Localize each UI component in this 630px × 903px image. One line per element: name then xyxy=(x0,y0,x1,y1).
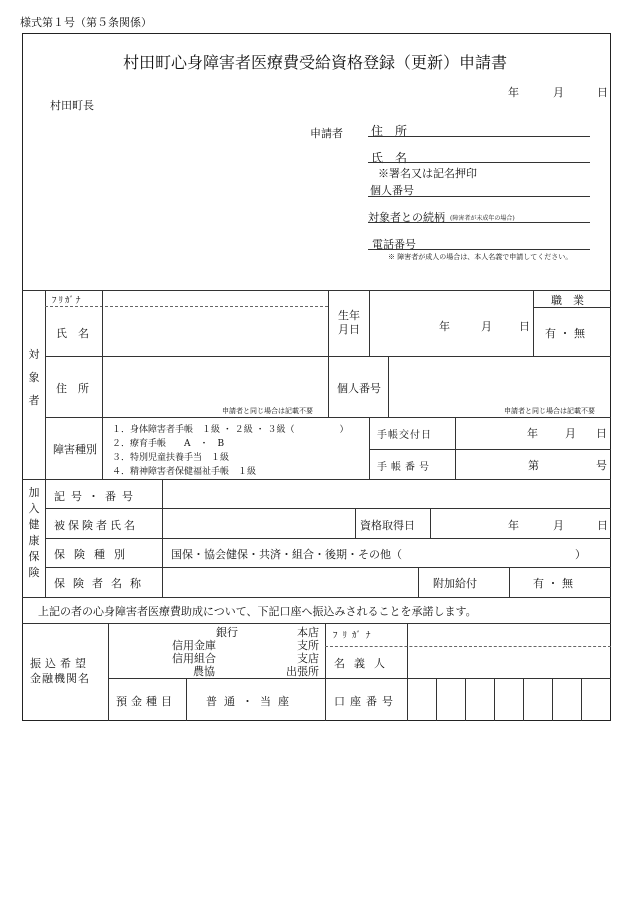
branch-office[interactable]: 出張所 xyxy=(286,665,319,678)
qual-month: 月 xyxy=(553,519,564,532)
applicant-address-label: 住 所 xyxy=(371,124,408,138)
form-number: 様式第１号（第５条関係） xyxy=(20,16,152,29)
birth-day: 日 xyxy=(519,320,530,333)
handbook-number-label: 手帳番号 xyxy=(377,462,433,473)
applicant-name-line[interactable] xyxy=(368,162,590,163)
addressee: 村田町長 xyxy=(50,99,94,112)
qual-year: 年 xyxy=(508,519,519,532)
deposit-type-options[interactable]: 普通・当座 xyxy=(206,695,296,708)
relationship-label: 対象者との続柄 xyxy=(368,211,445,224)
branch-shiten[interactable]: 支店 xyxy=(297,652,319,665)
relationship-line[interactable] xyxy=(368,222,590,223)
issue-date-label: 手帳交付日 xyxy=(377,430,432,441)
applicant-name-label: 氏 名 xyxy=(371,151,408,165)
birth-label: 生年月日 xyxy=(338,309,360,336)
bank-section-label-1: 振込希望 xyxy=(30,657,90,670)
additional-benefit-options[interactable]: 有 ・ 無 xyxy=(533,577,573,590)
target-furigana-label: ﾌﾘｶﾞﾅ xyxy=(52,296,83,306)
adult-note: ※ 障害者が成人の場合は、本人名義で申請してください。 xyxy=(388,253,573,261)
issue-month: 月 xyxy=(565,427,576,440)
form-title: 村田町心身障害者医療費受給資格登録（更新）申請書 xyxy=(122,53,507,72)
target-id-label: 個人番号 xyxy=(337,382,381,395)
issue-year: 年 xyxy=(527,427,538,440)
insurance-section-label: 加入健康保険 xyxy=(28,486,40,579)
additional-benefit-label: 附加給付 xyxy=(433,577,477,590)
disability-item-4[interactable]: ４．精神障害者保健福祉手帳 １級 xyxy=(112,467,257,477)
seal-note: ※署名又は記名押印 xyxy=(378,167,477,180)
deposit-type-label: 預金種目 xyxy=(116,695,176,708)
target-section-label: 対象者 xyxy=(28,348,40,407)
relationship-note: (障害者が未成年の場合) xyxy=(450,215,515,222)
disability-item-2[interactable]: ２．療育手帳 A ・ B xyxy=(112,439,225,449)
applicant-address-line[interactable] xyxy=(368,136,590,137)
date-year: 年 xyxy=(508,86,519,99)
number-prefix: 第 xyxy=(528,459,539,472)
symbol-number-label: 記号・番号 xyxy=(54,490,139,503)
occupation-label: 職 業 xyxy=(551,294,584,307)
branch-shisho[interactable]: 支所 xyxy=(297,639,319,652)
issue-day: 日 xyxy=(596,427,607,440)
insurance-type-label: 保険種別 xyxy=(54,548,134,561)
holder-furigana-label: ﾌﾘｶﾞﾅ xyxy=(333,631,376,641)
qual-day: 日 xyxy=(597,519,608,532)
bank-section-label-2: 金融機関名 xyxy=(30,672,90,685)
birth-year: 年 xyxy=(439,320,450,333)
occupation-options[interactable]: 有 ・ 無 xyxy=(545,327,585,340)
target-address-label: 住 所 xyxy=(56,382,89,395)
branch-main[interactable]: 本店 xyxy=(297,626,319,639)
bank-type-shinkin[interactable]: 信用金庫 xyxy=(172,639,216,652)
phone-line[interactable] xyxy=(368,249,590,250)
birth-month: 月 xyxy=(481,320,492,333)
insurer-name-label: 保険者名称 xyxy=(54,577,149,590)
bank-type-bank[interactable]: 銀行 xyxy=(216,626,238,639)
qualification-date-label: 資格取得日 xyxy=(360,519,415,532)
holder-label: 名義人 xyxy=(334,657,394,670)
insurance-type-close: ） xyxy=(575,548,586,561)
address-same-note: 申請者と同じ場合は記載不要 xyxy=(222,407,313,415)
applicant-id-line[interactable] xyxy=(368,196,590,197)
applicant-id-label: 個人番号 xyxy=(370,184,414,197)
disability-item-3[interactable]: ３．特別児童扶養手当 １級 xyxy=(112,453,230,463)
target-name-label: 氏 名 xyxy=(56,327,89,340)
number-suffix: 号 xyxy=(596,459,607,472)
applicant-label: 申請者 xyxy=(310,127,343,140)
id-same-note: 申請者と同じ場合は記載不要 xyxy=(504,407,595,415)
date-day: 日 xyxy=(597,86,608,99)
bank-type-nokyo[interactable]: 農協 xyxy=(193,665,215,678)
insured-name-label: 被保険者氏名 xyxy=(54,519,138,532)
date-month: 月 xyxy=(553,86,564,99)
phone-label: 電話番号 xyxy=(372,238,416,251)
consent-statement: 上記の者の心身障害者医療費助成について、下記口座へ振込みされることを承諾します。 xyxy=(38,605,477,618)
disability-type-label: 障害種別 xyxy=(53,443,97,456)
bank-type-shinkumi[interactable]: 信用組合 xyxy=(172,652,216,665)
account-number-label: 口座番号 xyxy=(334,695,398,708)
insurance-type-options[interactable]: 国保・協会健保・共済・組合・後期・その他（ xyxy=(171,548,402,561)
disability-item-1[interactable]: １．身体障害者手帳 １級 ・ ２級 ・ ３級（ ） xyxy=(112,425,349,435)
